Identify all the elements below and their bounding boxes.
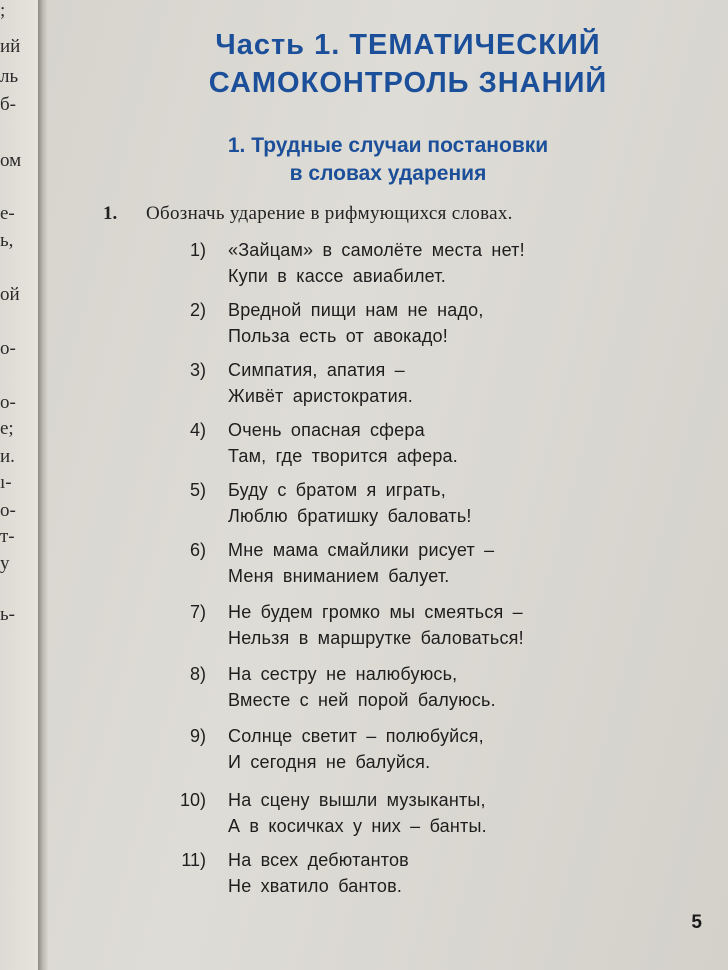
item-line: Польза есть от авокадо! <box>228 326 448 346</box>
item-number: 9) <box>189 726 206 746</box>
book-page <box>48 0 728 970</box>
item-line: Буду с братом я играть, <box>228 480 446 500</box>
item-line: Меня вниманием балует. <box>228 566 450 586</box>
item-number: 1) <box>189 240 206 260</box>
item-line: Купи в кассе авиабилет. <box>228 266 446 286</box>
left-page-fragment: ий <box>0 36 21 57</box>
left-page-fragment: ь, <box>0 230 14 251</box>
item-number: 3) <box>189 360 206 380</box>
list-item <box>48 602 728 662</box>
list-item <box>48 850 728 910</box>
item-number: 7) <box>189 602 206 622</box>
item-number: 10) <box>179 790 206 810</box>
item-line: Симпатия, апатия – <box>228 360 405 380</box>
left-page-fragment: е; <box>0 418 14 439</box>
item-number: 8) <box>189 664 206 684</box>
item-line: Живёт аристократия. <box>228 386 413 406</box>
item-line: Не хватило бантов. <box>228 876 403 896</box>
list-item <box>48 240 728 300</box>
list-item <box>48 540 728 600</box>
item-line: Солнце светит – полюбуйся, <box>228 726 484 746</box>
list-item <box>48 360 728 420</box>
part-title-line: Часть 1. ТЕМАТИЧЕСКИЙ <box>215 29 601 61</box>
section-title-line: 1. Трудные случаи постановки <box>227 134 549 157</box>
section-title <box>188 132 588 188</box>
item-line: «Зайцам» в самолёте места нет! <box>228 240 525 260</box>
left-page-fragment: ; <box>0 0 6 21</box>
item-number: 6) <box>189 540 206 560</box>
left-page-fragment: и. <box>0 446 15 467</box>
left-page-fragment: ль <box>0 66 19 87</box>
item-line: Не будем громко мы смеяться – <box>228 602 523 622</box>
item-line: А в косичках у них – банты. <box>228 816 487 836</box>
part-title-line: САМОКОНТРОЛЬ ЗНАНИЙ <box>208 67 608 99</box>
left-page-fragment: е- <box>0 203 15 224</box>
left-page-fragment: т- <box>0 526 15 547</box>
item-line: На сцену вышли музыканты, <box>228 790 486 810</box>
item-line: На всех дебютантов <box>228 850 409 870</box>
list-item <box>48 480 728 540</box>
book-gutter <box>38 0 48 970</box>
list-item <box>48 300 728 360</box>
item-number: 11) <box>181 850 206 870</box>
left-page-fragment: у <box>0 553 10 574</box>
item-line: Люблю братишку баловать! <box>228 506 472 526</box>
item-line: Там, где творится афера. <box>228 446 458 466</box>
list-item <box>48 664 728 724</box>
task-instruction: Обозначь ударение в рифмующихся словах. <box>146 203 513 224</box>
left-page-fragment: о- <box>0 392 16 413</box>
item-number: 5) <box>189 480 206 500</box>
item-line: И сегодня не балуйся. <box>228 752 431 772</box>
list-item <box>48 790 728 850</box>
item-line: Вредной пищи нам не надо, <box>228 300 484 320</box>
item-line: На сестру не налюбуюсь, <box>228 664 458 684</box>
item-number: 2) <box>189 300 206 320</box>
item-number: 4) <box>189 420 206 440</box>
task-number: 1. <box>103 203 118 224</box>
left-page-fragment: о- <box>0 338 16 359</box>
item-line: Мне мама смайлики рисует – <box>228 540 495 560</box>
left-page-fragment: ой <box>0 284 20 305</box>
left-page-fragment: ı- <box>0 472 12 493</box>
part-title <box>168 26 648 102</box>
left-page-edge <box>0 0 38 970</box>
item-line: Нельзя в маршрутке баловаться! <box>228 628 524 648</box>
page-number: 5 <box>691 912 702 933</box>
item-line: Очень опасная сфера <box>228 420 425 440</box>
left-page-fragment: о- <box>0 500 16 521</box>
left-page-fragment: ь- <box>0 604 15 625</box>
left-page-fragment: ом <box>0 150 22 171</box>
item-line: Вместе с ней порой балуюсь. <box>228 690 496 710</box>
list-item <box>48 726 728 786</box>
left-page-fragment: б- <box>0 94 16 115</box>
section-title-line: в словах ударения <box>289 162 487 185</box>
list-item <box>48 420 728 480</box>
